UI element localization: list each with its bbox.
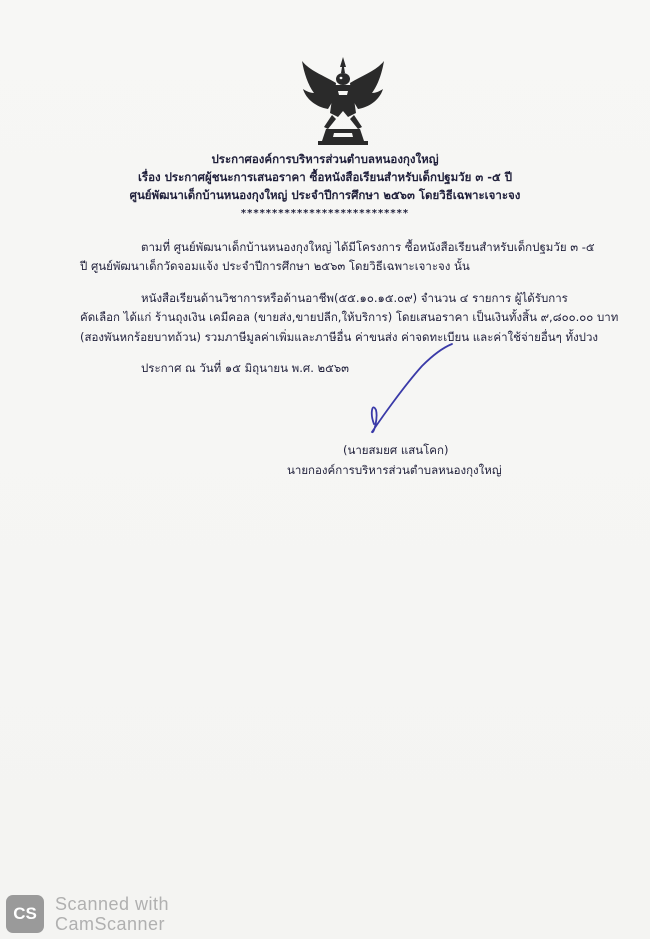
paragraph-1-line-2: ปี ศูนย์พัฒนาเด็กวัดจอมแจ้ง ประจำปีการศึกษา ๒๕๖๓ โดยวิธีเฉพาะเจาะจง นั้น	[80, 259, 470, 273]
paragraph-1-line-1: ตามที่ ศูนย์พัฒนาเด็กบ้านหนองกุงใหญ่ ได้มีโครงการ ซื้อหนังสือเรียนสำหรับเด็กปฐมวัย ๓ -๕	[141, 240, 595, 254]
announcement-subject: เรื่อง ประกาศผู้ชนะการเสนอราคา ซื้อหนังสือเรียนสำหรับเด็กปฐมวัย ๓ -๕ ปี	[137, 170, 513, 184]
garuda-emblem	[298, 55, 388, 147]
announcement-org: ประกาศองค์การบริหารส่วนตำบลหนองกุงใหญ่	[211, 152, 439, 166]
signatory-title: นายกองค์การบริหารส่วนตำบลหนองกุงใหญ่	[287, 463, 502, 477]
paragraph-2-line-1: หนังสือเรียนด้านวิชาการหรือด้านอาชีพ(๕๕.๑๐.๑๕.๐๙) จำนวน ๔ รายการ ผู้ได้รับการ	[141, 291, 568, 305]
watermark-line-2: CamScanner	[55, 914, 166, 934]
paragraph-2-line-2: คัดเลือก ได้แก่ ร้านถุงเงิน เคมีคอล (ขายส่ง,ขายปลีก,ให้บริการ) โดยเสนอราคา เป็นเงินทั้งสิ้น ๙,๘๐๐.๐๐ บาท	[80, 310, 619, 324]
handwritten-signature	[360, 340, 470, 440]
watermark-line-1: Scanned with	[55, 894, 170, 914]
signatory-name: (นายสมยศ แสนโคก)	[343, 443, 449, 457]
paragraph-2-line-3: (สองพันหกร้อยบาทถ้วน) รวมภาษีมูลค่าเพิ่มและภาษีอื่น ค่าขนส่ง ค่าจดทะเบียน และค่าใช้จ่ายอื่นๆ ทั้งปวง	[80, 330, 599, 344]
announcement-date: ประกาศ ณ วันที่ ๑๕ มิถุนายน พ.ศ. ๒๕๖๓	[141, 361, 349, 375]
separator-stars: ***************************	[240, 208, 410, 219]
announcement-center: ศูนย์พัฒนาเด็กบ้านหนองกุงใหญ่ ประจำปีการศึกษา ๒๕๖๓ โดยวิธีเฉพาะเจาะจง	[129, 188, 521, 202]
camscanner-logo: CS	[6, 895, 44, 933]
